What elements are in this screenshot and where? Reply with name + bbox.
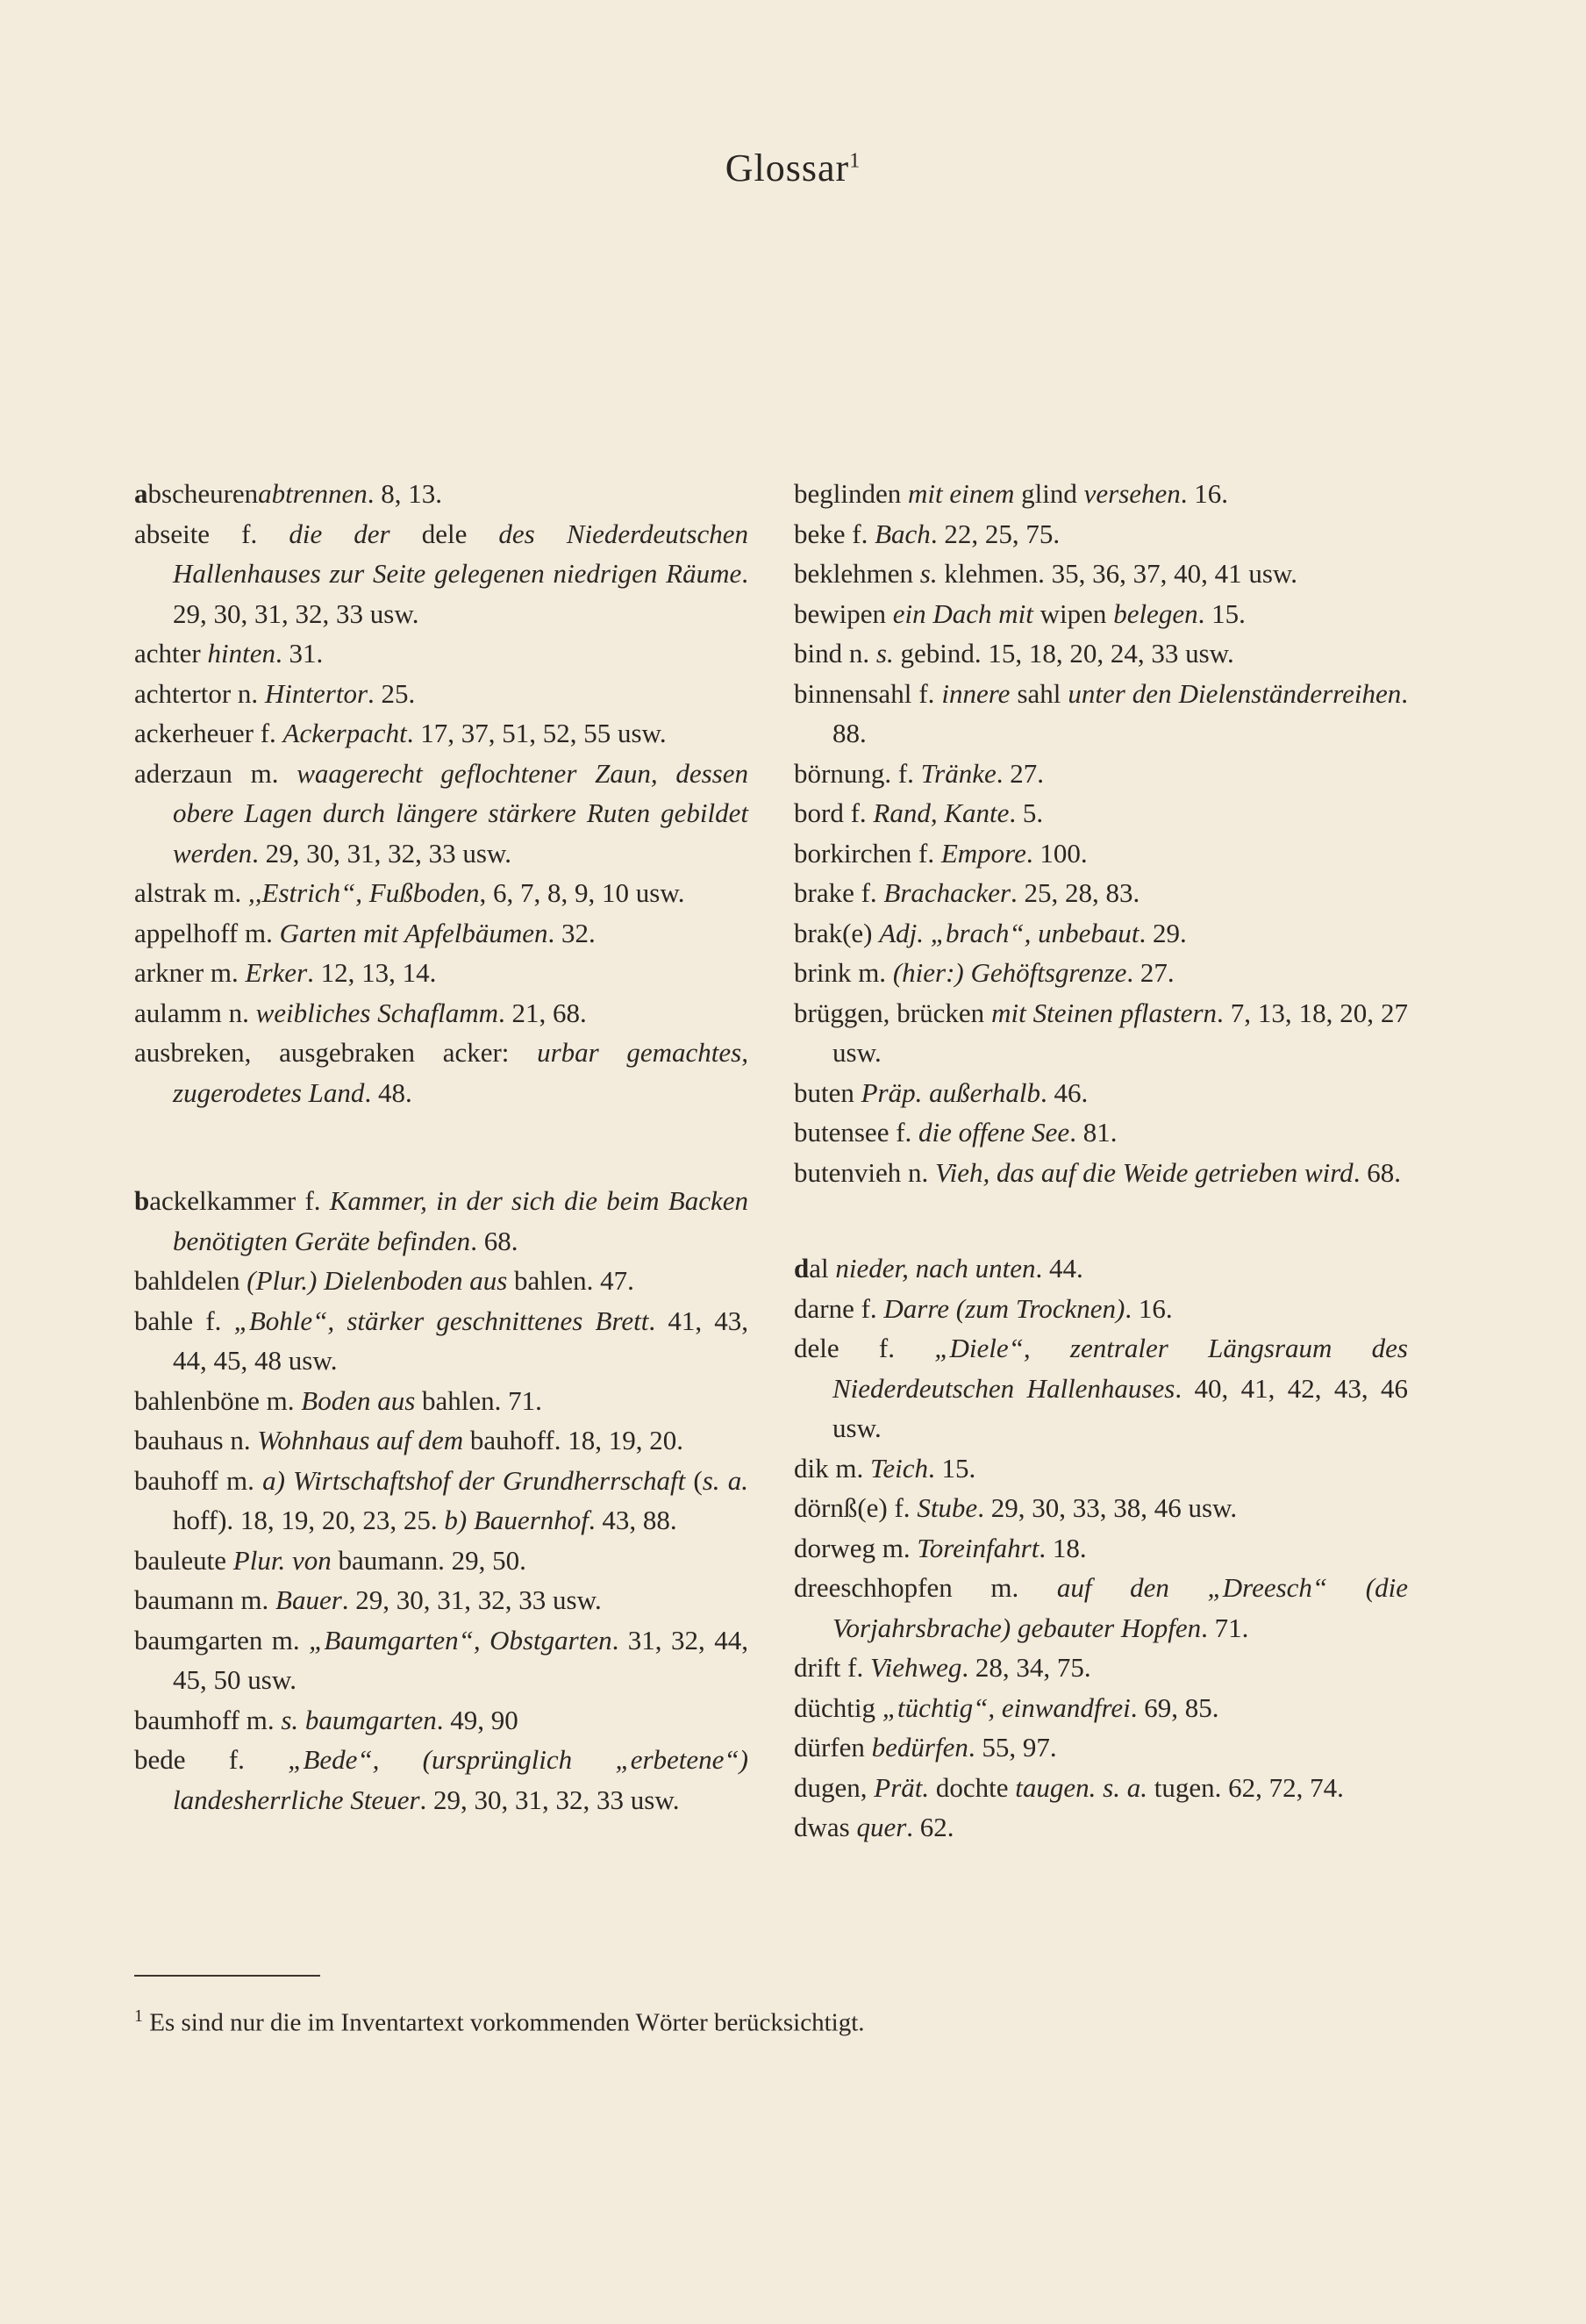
glossary-entry — [794, 633, 1408, 674]
entry-text: tugen. 62, 72, 74. — [1147, 1771, 1344, 1803]
glossary-group-b-continued — [794, 474, 1408, 1192]
entry-text: dochte — [929, 1771, 1016, 1803]
glossary-entry — [134, 1033, 748, 1112]
entry-definition: Garten mit Apfelbäumen — [279, 917, 548, 948]
glossary-entry — [794, 1528, 1408, 1569]
entry-headword: binnensahl — [794, 677, 912, 709]
entry-text: . 22, 25, 75. — [930, 518, 1061, 549]
glossary-entry — [134, 1541, 748, 1581]
entry-headword: drift — [794, 1652, 841, 1683]
entry-text — [865, 1732, 872, 1763]
glossary-entry — [794, 1073, 1408, 1113]
entry-headword: düchtig — [794, 1691, 875, 1723]
entry-headword: brink — [794, 957, 852, 988]
glossary-entry — [134, 1620, 748, 1700]
entry-definition: „Baumgarten“, Obstgarten — [309, 1624, 612, 1655]
right-column — [794, 474, 1408, 1848]
glossary-entry — [794, 1112, 1408, 1153]
left-column — [134, 474, 748, 1820]
entry-headword: bewipen — [794, 597, 887, 629]
entry-headword: borkirchen — [794, 837, 912, 869]
glossary-entry — [794, 1289, 1408, 1329]
entry-definition: des Niederdeutschen Hallenhauses zur Seite gelegenen niedrigen Räume — [173, 518, 749, 589]
entry-text: . 16. — [1125, 1292, 1173, 1324]
entry-text: f. — [185, 1744, 289, 1775]
entry-text: . 46. — [1040, 1076, 1089, 1108]
entry-headword: baumann — [134, 1584, 234, 1615]
entry-definition: Empore — [940, 837, 1026, 869]
entry-text: . 29. — [1139, 917, 1187, 948]
glossary-entry — [794, 1488, 1408, 1528]
entry-text: . 32. — [547, 917, 596, 948]
entry-text: . 41, 43, 44, 45, 48 usw. — [173, 1305, 749, 1376]
entry-definition: Brachacker — [883, 877, 1011, 908]
entry-definition: abtrennen — [258, 478, 368, 509]
entry-text: hoff). 18, 19, 20, 23, 25. — [173, 1505, 445, 1535]
footnote-rule — [134, 1975, 320, 1977]
entry-definition: die der — [289, 518, 390, 549]
entry-headword: aderzaun — [134, 757, 232, 789]
entry-headword: bord — [794, 797, 844, 828]
entry-text: m. — [206, 877, 249, 908]
entry-text: . 44. — [1035, 1253, 1083, 1284]
entry-text: . 68. — [1353, 1156, 1401, 1188]
glossary-entry — [794, 1807, 1408, 1848]
glossary-entry — [794, 873, 1408, 913]
entry-definition: Erker — [245, 957, 308, 988]
entry-definition: Bauer — [275, 1584, 342, 1615]
entry-text: . 15. — [1197, 597, 1246, 629]
entry-definition: Tränke — [920, 757, 997, 789]
entry-headword: alstrak — [134, 877, 207, 908]
entry-text: . 12, 13, 14. — [307, 957, 437, 988]
entry-definition: s. — [919, 558, 938, 589]
entry-definition: Teich — [870, 1452, 929, 1484]
entry-text: klehmen. 35, 36, 37, 40, 41 usw. — [937, 558, 1298, 589]
entry-definition: s. a. — [702, 1464, 748, 1496]
entry-text: . 40, 41, 42, 43, 46 usw. — [832, 1372, 1409, 1443]
entry-headword: achtertor — [134, 677, 232, 709]
entry-text: m. — [233, 1584, 276, 1615]
entry-headword: appelhoff — [134, 917, 239, 948]
entry-text: . 29, 30, 31, 32, 33 usw. — [252, 837, 512, 869]
entry-headword: dorweg — [794, 1532, 875, 1563]
entry-text: . 7, 13, 18, 20, 27 usw. — [832, 997, 1409, 1068]
entry-definition: belegen — [1113, 597, 1198, 629]
entry-text: ( — [685, 1464, 703, 1496]
glossary-entry — [134, 993, 748, 1033]
title-text: Glossar — [725, 147, 850, 189]
glossary-entry — [794, 1568, 1408, 1648]
glossary-entry — [134, 873, 748, 913]
entry-text: . 48. — [364, 1076, 412, 1108]
entry-headword: bahlenböne — [134, 1384, 260, 1416]
entry-headword: buten — [794, 1076, 854, 1108]
entry-text: . 62. — [906, 1812, 954, 1842]
entry-definition: auf den „Dreesch“ (die Vorjahrsbrache) gebauter Hopfen — [832, 1572, 1408, 1643]
entry-definition: (hier:) Gehöftsgrenze — [892, 957, 1127, 988]
glossary-entry — [794, 514, 1408, 554]
entry-definition: Darre (zum Trocknen) — [883, 1292, 1125, 1324]
entry-definition: b) Bauernhof — [444, 1505, 589, 1535]
entry-text: . 55, 97. — [968, 1732, 1057, 1763]
glossary-entry — [794, 1153, 1408, 1193]
entry-text: . 49, 90 — [436, 1704, 518, 1735]
entry-text: bahlen. 71. — [415, 1384, 542, 1416]
entry-text: f. — [840, 1652, 870, 1683]
entry-definition: quer — [856, 1812, 907, 1842]
entry-text — [901, 478, 908, 509]
entry-text: . 29, 30, 31, 32, 33 usw. — [419, 1784, 680, 1815]
glossary-entry — [134, 474, 748, 514]
entry-headword: achter — [134, 638, 201, 669]
entry-text: wipen — [1032, 597, 1114, 629]
entry-text: bauhoff. 18, 19, 20. — [463, 1425, 684, 1455]
glossary-entry — [794, 1448, 1408, 1489]
entry-definition: a) Wirtschaftshof der Grundherrschaft — [262, 1464, 686, 1496]
glossary-entry — [794, 1648, 1408, 1688]
entry-text: . 29, 30, 33, 38, 46 usw. — [977, 1492, 1238, 1523]
entry-definition: Stube — [917, 1492, 978, 1523]
entry-text: , brücken — [882, 997, 992, 1028]
entry-initial: a — [134, 478, 148, 509]
glossary-entry — [794, 674, 1408, 754]
entry-headword: ackerheuer — [134, 718, 254, 748]
entry-headword: dwas — [794, 1812, 850, 1842]
entry-text: f. — [843, 797, 874, 828]
entry-definition: Hintertor — [264, 677, 368, 709]
entry-headword: dreeschhopfen — [794, 1572, 953, 1603]
entry-text: . 81. — [1069, 1117, 1118, 1148]
entry-definition: urbar gemachtes, zugerodetes Land — [173, 1037, 748, 1108]
entry-headword: bind — [794, 638, 843, 669]
entry-text: f. — [889, 1117, 919, 1148]
entry-definition: waagerecht geflochtener Zaun, dessen obere Lagen durch längere stärkere Ruten gebildet werden — [173, 757, 748, 869]
glossary-entry — [794, 1688, 1408, 1728]
entry-definition: „Bohle“, stärker geschnittenes Brett — [233, 1305, 649, 1336]
entry-text: n. — [842, 638, 876, 669]
entry-text: . 25. — [368, 677, 416, 709]
glossary-entry — [794, 1727, 1408, 1768]
entry-definition: Wohnhaus auf dem — [257, 1425, 464, 1455]
entry-text: , — [860, 1771, 875, 1803]
entry-text: f. — [193, 1305, 234, 1336]
entry-headword: brake — [794, 877, 854, 908]
entry-text: n. — [231, 677, 265, 709]
entry-definition: s. baumgarten — [281, 1704, 437, 1735]
entry-headword: dugen — [794, 1771, 861, 1803]
entry-definition: Boden aus — [301, 1384, 416, 1416]
entry-text: m. — [232, 757, 297, 789]
entry-headword: bauhoff — [134, 1464, 218, 1496]
entry-text: . 29, 30, 31, 32, 33 usw. — [341, 1584, 602, 1615]
entry-text: . 71. — [1201, 1612, 1249, 1643]
entry-headword: baumhoff — [134, 1704, 239, 1735]
entry-headword: bauleute — [134, 1544, 227, 1576]
entry-text — [913, 558, 920, 589]
entry-headword: dik — [794, 1452, 829, 1484]
entry-definition: Toreinfahrt — [917, 1532, 1039, 1563]
glossary-group-d — [794, 1248, 1408, 1848]
entry-text — [875, 1692, 882, 1723]
entry-text: . 15. — [928, 1452, 976, 1484]
entry-text: . 27. — [996, 757, 1045, 789]
entry-definition: Ackerpacht — [282, 718, 407, 748]
page-title — [0, 146, 1586, 190]
entry-definition: innere — [941, 677, 1011, 709]
entry-text: . 100. — [1025, 837, 1088, 869]
footnote-marker: 1 — [134, 2006, 143, 2026]
entry-text: m. — [828, 1452, 870, 1484]
entry-text: m. — [851, 957, 893, 988]
entry-text: n. — [223, 1425, 258, 1455]
entry-initial: d — [794, 1253, 810, 1284]
entry-text: f. — [210, 518, 289, 549]
entry-definition: unter den Dielenständerreihen — [1068, 677, 1402, 709]
entry-definition: „Diele“, zentraler Längsraum des Niederdeutschen Hallenhauses — [832, 1333, 1408, 1404]
entry-headword: dürfen — [794, 1732, 865, 1763]
entry-text: . 31, 32, 44, 45, 50 usw. — [173, 1624, 748, 1695]
glossary-entry — [794, 754, 1408, 794]
glossary-entry — [134, 953, 748, 993]
entry-text: . 43, 88. — [588, 1505, 677, 1535]
entry-text: f. — [887, 1492, 918, 1523]
entry-headword: arkner — [134, 957, 204, 988]
entry-text: . 25, 28, 83. — [1011, 877, 1140, 908]
glossary-entry — [134, 1301, 748, 1381]
glossary-entry — [794, 1248, 1408, 1289]
entry-text: m. — [239, 1704, 282, 1735]
entry-headword: darne — [794, 1292, 854, 1324]
glossary-entry — [134, 1740, 748, 1820]
entry-headword: dele — [794, 1333, 839, 1363]
glossary-entry — [134, 633, 748, 674]
entry-text: , ausgebraken acker: — [244, 1037, 538, 1068]
entry-headword: beke — [794, 518, 846, 549]
entry-text: m. — [218, 1464, 263, 1496]
entry-text — [854, 1077, 861, 1108]
entry-text: f. — [854, 877, 884, 908]
glossary-entry — [794, 594, 1408, 634]
entry-definition: mit einem — [908, 478, 1015, 509]
entry-definition: Präp. außerhalb — [861, 1076, 1041, 1108]
glossary-entry — [134, 1700, 748, 1741]
glossary-entry — [134, 1461, 748, 1541]
glossary-entry — [134, 754, 748, 874]
entry-text: m. — [259, 1384, 302, 1416]
entry-text: . f. — [884, 757, 921, 789]
entry-headword: brüggen — [794, 997, 883, 1028]
entry-headword: börnung — [794, 757, 885, 789]
entry-text: . 17, 37, 51, 52, 55 usw. — [406, 718, 667, 748]
glossary-entry — [134, 1580, 748, 1620]
entry-headword: bahle — [134, 1305, 194, 1336]
entry-text: f. — [854, 1292, 884, 1324]
entry-text: m. — [204, 957, 246, 988]
entry-text: f. — [911, 677, 942, 709]
entry-headword: bahldelen — [134, 1265, 240, 1296]
entry-headword: butensee — [794, 1117, 889, 1148]
entry-text: . 88. — [832, 677, 1408, 748]
glossary-entry — [134, 1261, 748, 1301]
glossary-group-a — [134, 474, 748, 1112]
entry-text: bahlen. 47. — [507, 1265, 634, 1296]
entry-definition: weibliches Schaflamm — [255, 997, 498, 1028]
entry-headword: dörnß(e) — [794, 1492, 888, 1523]
entry-text: , 6, 7, 8, 9, 10 usw. — [479, 877, 685, 908]
glossary-entry — [794, 474, 1408, 514]
glossary-entry — [134, 713, 748, 754]
entry-definition: „Bede“, (ursprünglich „erbetene“) landesherrliche Steuer — [173, 1744, 748, 1815]
glossary-entry — [794, 793, 1408, 833]
entry-headword: butenvieh — [794, 1156, 902, 1188]
entry-text: . 31. — [275, 638, 324, 669]
entry-definition: (Plur.) Dielenboden aus — [246, 1265, 508, 1296]
entry-definition: Adj. „brach“, unbebaut — [879, 917, 1139, 948]
entry-text: f. — [911, 837, 941, 869]
entry-definition: bedürfen — [871, 1732, 968, 1763]
glossary-entry — [134, 913, 748, 954]
entry-text: . 68. — [470, 1225, 518, 1256]
entry-text: n. — [221, 997, 256, 1028]
entry-text: f. — [296, 1185, 330, 1216]
entry-definition: Bach — [875, 518, 931, 549]
glossary-entry — [794, 554, 1408, 594]
glossary-entry — [794, 953, 1408, 993]
entry-headword: beklehmen — [794, 558, 914, 589]
entry-headword: bauhaus — [134, 1425, 224, 1455]
entry-headword: bede — [134, 1744, 186, 1775]
entry-definition: ein Dach mit — [892, 597, 1033, 629]
entry-text: . 28, 34, 75. — [961, 1652, 1091, 1683]
entry-text: gebind. 15, 18, 20, 24, 33 usw. — [893, 638, 1234, 669]
entry-definition: mit Steinen pflastern — [991, 997, 1218, 1028]
footnote — [134, 1999, 1362, 2041]
entry-text: m. — [875, 1532, 918, 1563]
glossary-entry — [134, 1420, 748, 1461]
entry-text: sahl — [1010, 677, 1068, 709]
title-footnote-marker: 1 — [849, 149, 861, 173]
entry-text — [226, 1545, 233, 1576]
entry-text: . 27. — [1126, 957, 1175, 988]
entry-headword: brak(e) — [794, 917, 873, 948]
glossary-entry — [134, 514, 748, 634]
entry-text: . 18. — [1039, 1532, 1087, 1563]
entry-headword: baumgarten — [134, 1624, 263, 1655]
entry-definition: Vieh, das auf die Weide getrieben wird — [935, 1156, 1354, 1188]
entry-headword: al — [809, 1253, 829, 1284]
footnote-text: Es sind nur die im Inventartext vorkommenden Wörter berücksichtigt. — [143, 2008, 865, 2037]
glossary-entry — [794, 913, 1408, 954]
glossary-entry — [794, 1768, 1408, 1808]
entry-definition: ,,Estrich“, Fußboden — [248, 877, 480, 908]
entry-text: f. — [253, 718, 283, 748]
entry-text: n. — [901, 1156, 935, 1188]
entry-definition: Kammer, in der sich die beim Backen benötigten Geräte befinden — [173, 1185, 748, 1256]
entry-definition: „tüchtig“, einwandfrei — [882, 1691, 1131, 1723]
glossary-entry — [134, 1181, 748, 1261]
entry-text: f. — [845, 518, 875, 549]
entry-text: . 29, 30, 31, 32, 33 usw. — [173, 558, 748, 629]
entry-headword: ausbreken — [134, 1037, 245, 1068]
entry-text: m. — [262, 1624, 310, 1655]
entry-definition: Viehweg — [869, 1652, 962, 1683]
entry-text: . 8, 13. — [367, 478, 442, 509]
glossary-entry — [794, 833, 1408, 874]
entry-text: glind — [1014, 478, 1084, 509]
glossary-entry — [134, 1381, 748, 1421]
entry-definition: Plur. von — [232, 1544, 332, 1576]
entry-definition: hinten — [207, 638, 275, 669]
glossary-group-b — [134, 1181, 748, 1820]
entry-headword: beglinden — [794, 478, 902, 509]
entry-definition: nieder, nach unten — [835, 1253, 1036, 1284]
entry-definition: taugen. s. a. — [1015, 1771, 1147, 1803]
glossary-entry — [794, 993, 1408, 1073]
glossary-entry — [134, 674, 748, 714]
entry-headword: ackelkammer — [149, 1185, 296, 1216]
entry-definition: Prät. — [874, 1771, 930, 1803]
entry-headword: aulamm — [134, 997, 222, 1028]
glossary-entry — [794, 1328, 1408, 1448]
entry-text: . 69, 85. — [1130, 1691, 1219, 1723]
entry-headword: abseite — [134, 518, 211, 549]
entry-text: . 21, 68. — [497, 997, 587, 1028]
entry-definition: die offene See — [918, 1117, 1070, 1148]
entry-text: baumann. 29, 50. — [331, 1544, 526, 1576]
entry-text: f. — [839, 1333, 935, 1363]
entry-text: dele — [389, 518, 499, 549]
entry-definition: Rand, Kante — [873, 797, 1010, 828]
entry-definition: s. — [875, 638, 894, 669]
entry-text: m. — [238, 917, 280, 948]
entry-text — [886, 598, 893, 629]
entry-initial: b — [134, 1185, 150, 1216]
entry-text: . 5. — [1009, 797, 1044, 828]
entry-text: . 16. — [1180, 478, 1229, 509]
entry-text: m. — [952, 1572, 1057, 1603]
entry-definition: versehen — [1083, 478, 1181, 509]
entry-headword: bscheuren — [147, 478, 259, 509]
